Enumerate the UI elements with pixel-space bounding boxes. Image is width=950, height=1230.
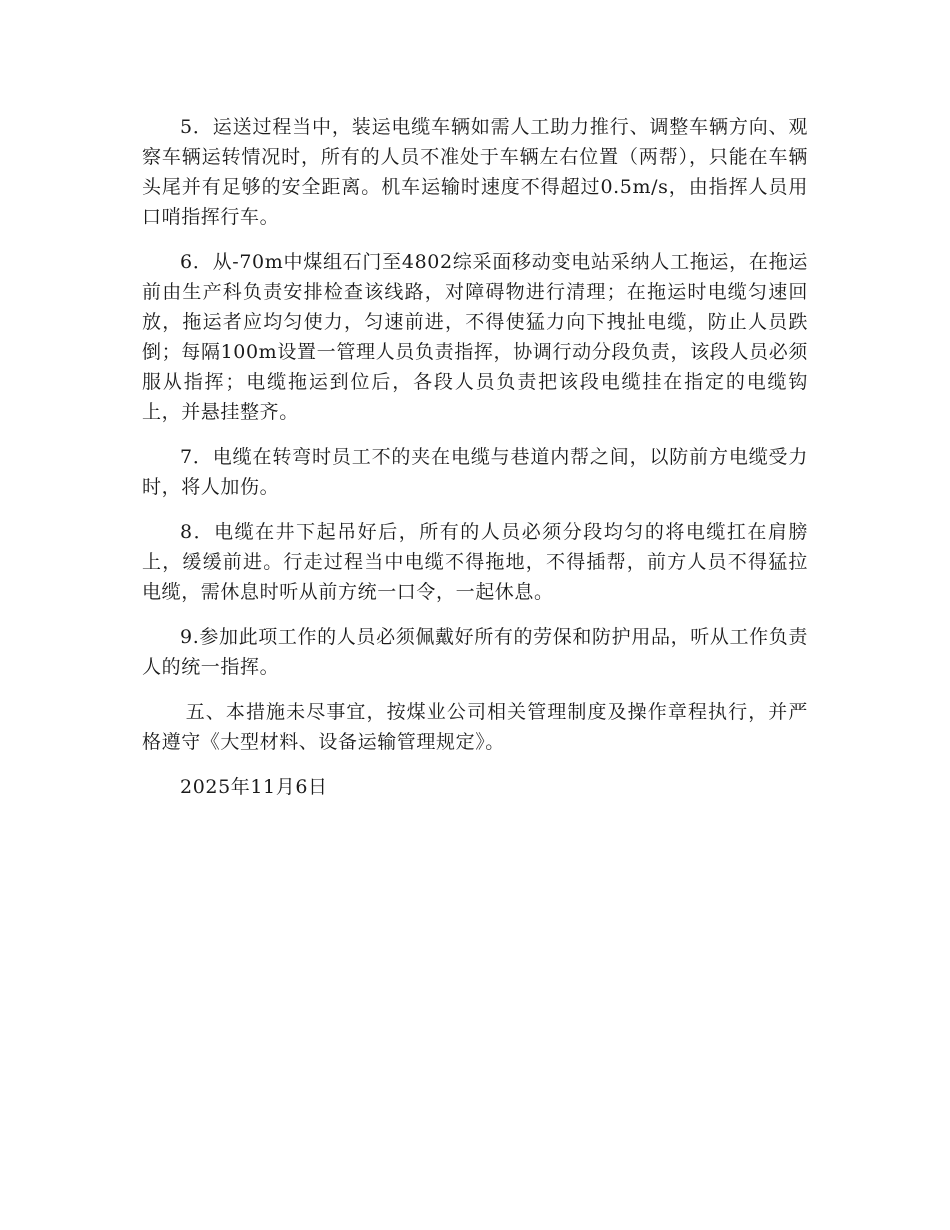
paragraph-item-7: 7．电缆在转弯时员工不的夹在电缆与巷道内帮之间，以防前方电缆受力时，将人加伤。 [142, 446, 808, 498]
paragraph-item-6: 6．从-70m中煤组石门至4802综采面移动变电站采纳人工拖运，在拖运前由生产科负责安排检查该线路，对障碍物进行清理；在拖运时电缆匀速回放，拖运者应均匀使力，匀速前进，不得使猛力向下拽扯电缆，防止人员跌倒；每隔100m设置一管理人员负责指挥，协调行动分段负责，该段人员必须服从指挥；电缆拖运到位后，各段人员负责把该段电缆挂在指定的电缆钩上，并悬挂整齐。 [142, 251, 808, 423]
document-date: 2025年11月6日 [180, 776, 328, 798]
paragraph-item-9: 9.参加此项工作的人员必须佩戴好所有的劳保和防护用品，听从工作负责人的统一指挥。 [142, 626, 808, 678]
paragraph-item-8: 8．电缆在井下起吊好后，所有的人员必须分段均匀的将电缆扛在肩膀上，缓缓前进。行走过程当中电缆不得拖地，不得插帮，前方人员不得猛拉电缆，需休息时听从前方统一口令，一起休息。 [142, 521, 808, 603]
document-body [142, 112, 808, 802]
paragraph-item-5: 5．运送过程当中，装运电缆车辆如需人工助力推行、调整车辆方向、观察车辆运转情况时，所有的人员不准处于车辆左右位置（两帮），只能在车辆头尾并有足够的安全距离。机车运输时速度不得超过0.5m/s，由指挥人员用口哨指挥行车。 [142, 116, 808, 228]
paragraph-section-5: 五、本措施未尽事宜，按煤业公司相关管理制度及操作章程执行，并严格遵守《大型材料、设备运输管理规定》。 [142, 701, 808, 753]
